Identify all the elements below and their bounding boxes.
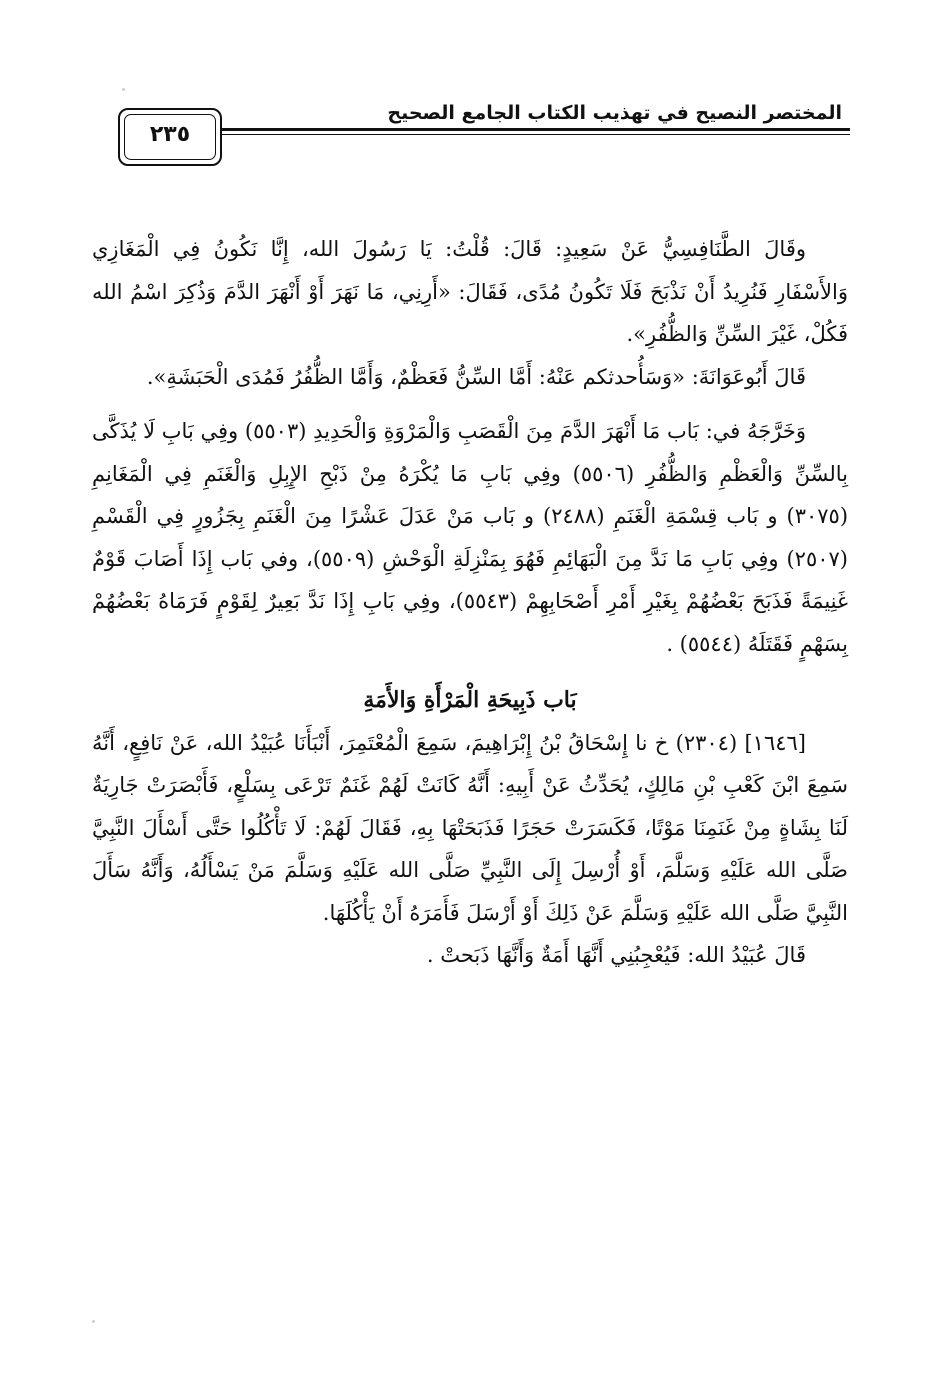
paragraph-gap (92, 398, 848, 410)
hadith-closing: قَالَ عُبَيْدُ الله: فَيُعْجِبُنِي أَنَّهَا أَمَةٌ وَأَنَّهَا ذَبَحتْ . (426, 943, 806, 967)
page-body (92, 228, 848, 977)
page-number: ٢٣٥ (149, 122, 191, 147)
hadith-text: [١٦٤٦] (٢٣٠٤) خ نا إِسْحَاقُ بْنُ إِبْرَاهِيمَ، سَمِعَ الْمُعْتَمِرَ، أَنْبَأَنَا عُبَيْدُ الله، عَنْ نَافِعٍ، أَنَّهُ سَمِعَ ابْنَ كَعْبِ بْنِ مَالِكٍ، يُحَدِّثُ عَنْ أَبِيهِ: أَنَّهُ كَانَتْ لَهُمْ غَنَمٌ تَرْعَى بِسَلْعٍ، فَأَبْصَرَتْ جَارِيَةٌ لَنَا بِشَاةٍ مِنْ غَنَمِنَا مَوْتًا، فَكَسَرَتْ حَجَرًا فَذَبَحَتْهَا بِهِ، فَقَالَ لَهُمْ: لَا تَأْكُلُوا حَتَّى أَسْأَلَ النَّبِيَّ صَلَّى الله عَلَيْهِ وَسَلَّمَ، أَوْ أُرْسِلَ إِلَى النَّبِيِّ صَلَّى الله عَلَيْهِ وَسَلَّمَ مَنْ يَسْأَلُهُ، وَأَنَّهُ سَأَلَ النَّبِيَّ صَلَّى الله عَلَيْهِ وَسَلَّمَ عَنْ ذَلِكَ أَوْ أَرْسَلَ فَأَمَرَهُ أَنْ يَأْكُلَهَا. (92, 730, 848, 925)
running-title: المختصر النصيح في تهذيب الكتاب الجامع الصحيح (387, 102, 842, 124)
paragraph-tanafisi: وقَالَ الطَّنَافِسِيُّ عَنْ سَعِيدٍ: قَالَ: قُلْتُ: يَا رَسُولَ الله، إِنَّا نَكُونُ فِي الْمَغَازِي وَالأَسْفَارِ فَنُرِيدُ أَنْ نَذْبَحَ فَلَا تَكُونُ مُدًى، فَقَالَ: «أَرِنِي، مَا نَهَرَ أَوْ أَنْهَرَ الدَّمَ وَذُكِرَ اسْمُ الله فَكُلْ، غَيْرَ السِّنِّ وَالظُّفُرِ». (92, 237, 848, 346)
scan-speck (122, 88, 125, 91)
chapter-heading: بَاب ذَبِيحَةِ الْمَرْأَةِ وَالأَمَةِ (363, 687, 577, 713)
paragraph-takhrij: وَخَرَّجَهُ في: بَاب مَا أَنْهَرَ الدَّمَ مِنَ الْقَصَبِ وَالْمَرْوَةِ وَالْحَدِيدِ (٥٥٠٣) وفِي بَابِ لَا يُذَكَّى بِالسِّنِّ وَالْعَظْمِ وَالظُّفُرِ (٥٥٠٦) وفِي بَابِ مَا يُكْرَهُ مِنْ ذَبْحِ الإِبِلِ وَالْغَنَمِ فِي الْمَغَانِمِ (٣٠٧٥) و بَاب قِسْمَةِ الْغَنَمِ (٢٤٨٨) و بَاب مَنْ عَدَلَ عَشْرًا مِنَ الْغَنَمِ بِجَزُورٍ فِي الْقَسْمِ (٢٥٠٧) وفِي بَابِ مَا نَدَّ مِنَ الْبَهَائِمِ فَهُوَ بِمَنْزِلَةِ الْوَحْشِ (٥٥٠٩)، وفي بَاب إِذَا أَصَابَ قَوْمٌ غَنِيمَةً فَذَبَحَ بَعْضُهُمْ بِغَيْرِ أَمْرِ أَصْحَابِهِمْ (٥٥٤٣)، وفِي بَابِ إِذَا نَدَّ بَعِيرٌ لِقَوْمٍ فَرَمَاهُ بَعْضُهُمْ بِسَهْمٍ فَقَتَلَهُ (٥٥٤٤) . (92, 419, 849, 656)
header-rule-thin (222, 134, 850, 135)
page-number-frame (118, 108, 222, 166)
header-rule (222, 128, 850, 131)
paragraph-abu-awana: قَالَ أَبُوعَوَانَةَ: «وَسَأُحدثكم عَنْهُ: أَمَّا السِّنُّ فَعَظْمٌ، وَأَمَّا الظُّفُرُ فَمُدَى الْحَبَشَةِ». (146, 364, 806, 389)
scan-speck (92, 1320, 95, 1323)
